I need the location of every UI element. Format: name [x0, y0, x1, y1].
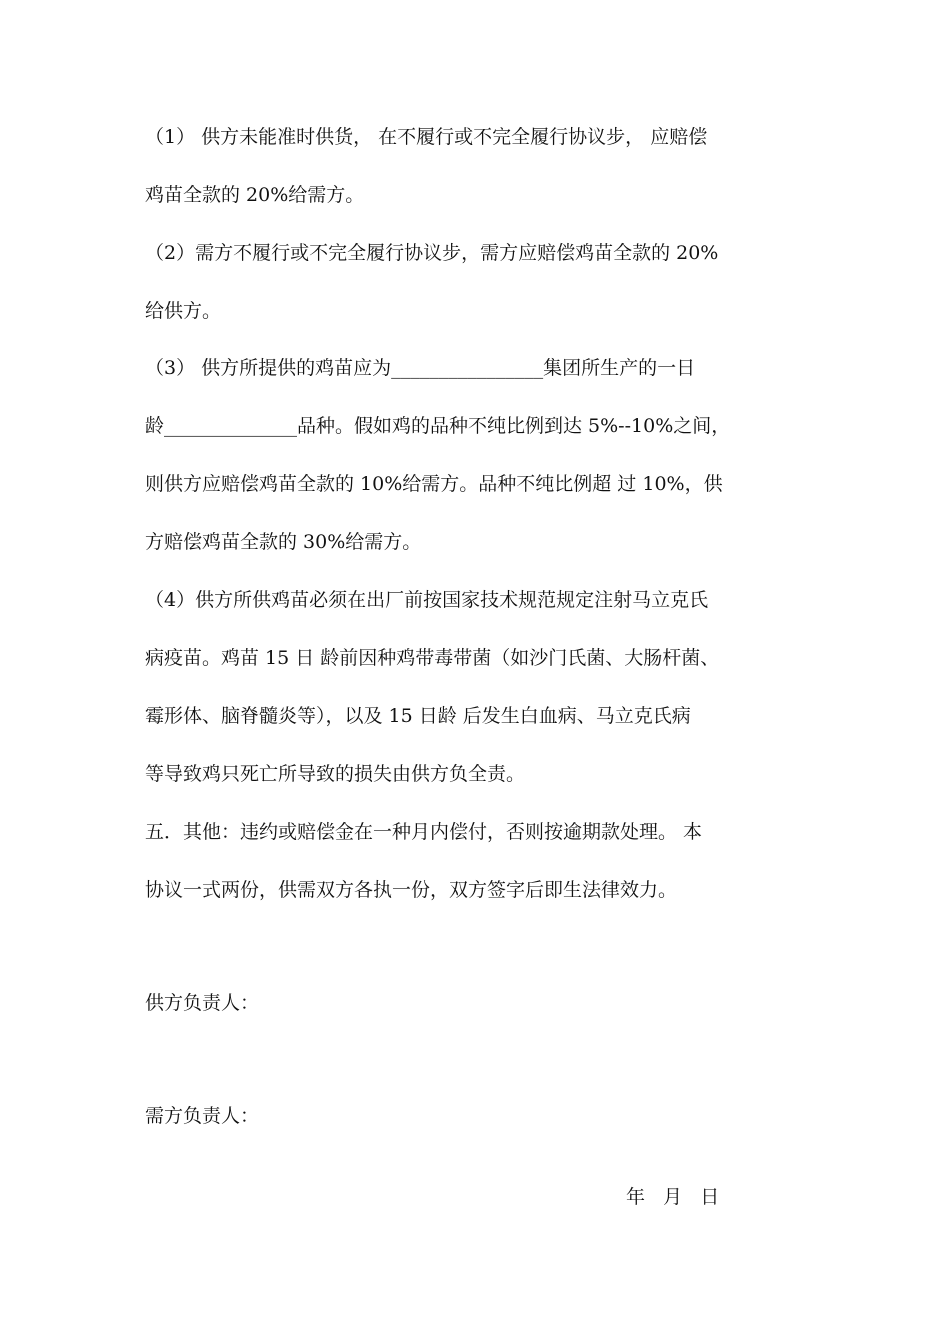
- text-line: （2）需方不履行或不完全履行协议步，需方应赔偿鸡苗全款的 20%: [145, 242, 719, 264]
- text-line: 协议一式两份，供需双方各执一份，双方签字后即生法律效力。: [145, 879, 678, 901]
- text-line: 则供方应赔偿鸡苗全款的 10%给需方。品种不纯比例超 过 10%，供: [145, 473, 723, 495]
- text-line: 龄______________品种。假如鸡的品种不纯比例到达 5%--10%之间，: [145, 415, 731, 437]
- text-line: 给供方。: [145, 300, 222, 322]
- text-line: （1） 供方未能准时供货， 在不履行或不完全履行协议步， 应赔偿: [145, 126, 708, 148]
- text-line: 病疫苗。鸡苗 15 日 龄前因种鸡带毒带菌（如沙门氏菌、大肠杆菌、: [145, 647, 720, 669]
- text-line: （4）供方所供鸡苗必须在出厂前按国家技术规范规定注射马立克氏: [145, 589, 709, 611]
- text-line: 霉形体、脑脊髓炎等），以及 15 日龄 后发生白血病、马立克氏病: [145, 705, 691, 727]
- date-label: 年 月 日: [626, 1186, 720, 1208]
- text-line: 等导致鸡只死亡所导致的损失由供方负全责。: [145, 763, 526, 785]
- text-line: 方赔偿鸡苗全款的 30%给需方。: [145, 531, 422, 553]
- text-line: 鸡苗全款的 20%给需方。: [145, 184, 365, 206]
- buyer-signature-label: 需方负责人：: [145, 1105, 260, 1127]
- text-line: 五．其他：违约或赔偿金在一种月内偿付，否则按逾期款处理。 本: [145, 821, 703, 843]
- text-line: （3） 供方所提供的鸡苗应为________________集团所生产的一日: [145, 357, 696, 379]
- supplier-signature-label: 供方负责人：: [145, 992, 260, 1014]
